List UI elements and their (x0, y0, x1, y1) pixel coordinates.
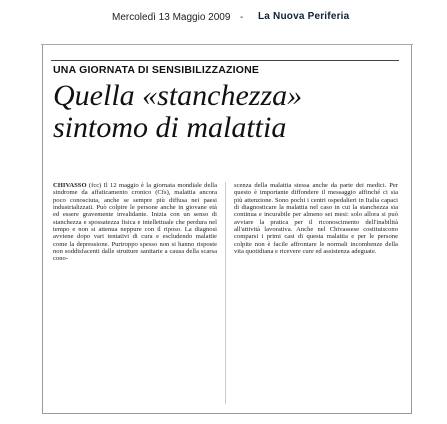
header-separator: - (240, 12, 244, 23)
page-header (0, 0, 447, 36)
dateline: CHIVASSO (53, 182, 87, 189)
issue-date: Mercoledì 13 Maggio 2009 (112, 12, 231, 23)
article-kicker: UNA GIORNATA DI SENSIBILIZZAZIONE (53, 64, 260, 76)
headline-line-1: Quella «stanchezza» (53, 79, 303, 112)
article-body (53, 182, 398, 404)
article-clipping (42, 44, 412, 414)
article-column-2 (234, 182, 398, 404)
top-rule (51, 60, 399, 61)
article-column-1 (53, 182, 217, 404)
headline-line-2: sintomo di malattia (53, 111, 287, 144)
article-headline (53, 80, 403, 144)
column-divider (225, 182, 226, 404)
column-2-text: scenza della malattia stessa anche da parte dei medici. Per questo è importante diffondere il messaggio affinché ci sia più attenzione. Sono pochi i centri ospedalieri in Italia capaci di diagnosticare la malattia nel caso in cui la stanchezza sia continua e incurabile per almeno sei mesi: solo allora si può avviare la pratica per il riconoscimento dell'inabilità all'attività lavorativa. Anche nel Chivassese costituiscono comparsi i primi casi di questa malattia e per le persone colpite non è facile affrontare le normali incombenze della vita quotidiana e ricevere cure ed assistenza adeguate. (234, 182, 398, 256)
publication-name: La Nuova Periferia (258, 11, 350, 22)
column-1-text: (fcc) Il 12 maggio è la giornata mondiale della sindrome da affaticamento cronico (Cfs), malattia ancora poco conosciuta, anche se sempre più diffusa nei paesi industrializzati. Può colpire le persone anche in giovane età ed essere gravemente invalidante. Inizia con un senso di stanchezza e spossatezza fisica e intellettuale che perdura nel tempo e non si attenua neppure con il riposo. La diagnosi avviene dopo vari tentativi di cura e escludendo malattie come la depressione. Purtroppo spesso non si hanno risposte non soddisfacenti dalle strutture sanitarie a causa della scarsa cono- (53, 182, 217, 263)
